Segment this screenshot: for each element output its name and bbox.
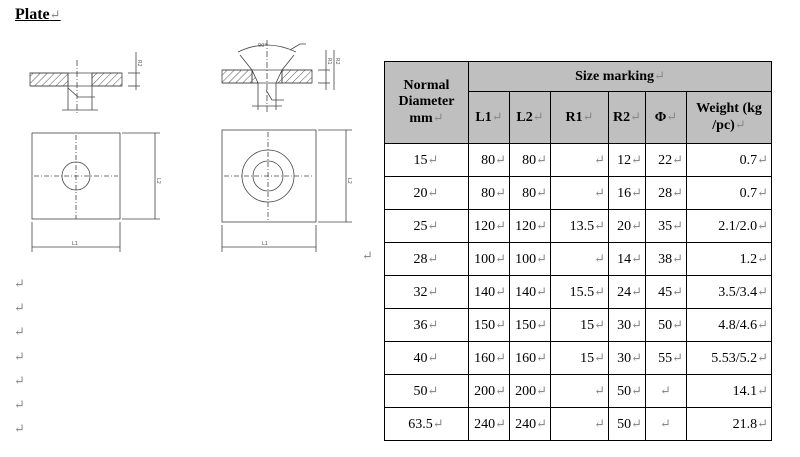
paragraph-mark: ↵ xyxy=(49,7,61,22)
cell-l2: 200↵ xyxy=(510,375,551,408)
cell-diameter: 15↵ xyxy=(385,144,469,177)
table-row xyxy=(385,375,772,408)
cell-r2: 50↵ xyxy=(609,375,646,408)
cell-r1: 15↵ xyxy=(551,309,609,342)
paragraph-mark: ↵ xyxy=(14,276,25,291)
cell-l1: 120↵ xyxy=(469,210,510,243)
cell-phi: ↵ xyxy=(646,408,687,441)
cell-r2: 16↵ xyxy=(609,177,646,210)
flat-plate-plan-view xyxy=(32,133,160,252)
cell-l1: 200↵ xyxy=(469,375,510,408)
cell-weight: 1.2↵ xyxy=(687,243,772,276)
cell-r1: ↵ xyxy=(551,375,609,408)
cell-r2: 30↵ xyxy=(609,342,646,375)
table-row xyxy=(385,276,772,309)
drawing-label-l2-right: L2 xyxy=(346,178,352,184)
cell-r1: ↵ xyxy=(551,144,609,177)
cell-r2: 50↵ xyxy=(609,408,646,441)
paragraph-mark: ↵ xyxy=(14,421,25,437)
cell-diameter: 36↵ xyxy=(385,309,469,342)
cell-phi: 22↵ xyxy=(646,144,687,177)
cell-l1: 100↵ xyxy=(469,243,510,276)
cell-r2: 12↵ xyxy=(609,144,646,177)
cell-r1: ↵ xyxy=(551,408,609,441)
cell-l1: 80↵ xyxy=(469,177,510,210)
empty-paragraph-marks xyxy=(14,272,30,441)
cell-l1: 160↵ xyxy=(469,342,510,375)
plate-technical-drawing xyxy=(0,0,380,270)
cell-weight: 14.1↵ xyxy=(687,375,772,408)
cell-l2: 240↵ xyxy=(510,408,551,441)
cell-diameter: 50↵ xyxy=(385,375,469,408)
cell-l1: 80↵ xyxy=(469,144,510,177)
table-row xyxy=(385,144,772,177)
table-row xyxy=(385,177,772,210)
cell-r2: 20↵ xyxy=(609,210,646,243)
cell-weight: 0.7↵ xyxy=(687,144,772,177)
cell-diameter: 25↵ xyxy=(385,210,469,243)
cell-phi: 50↵ xyxy=(646,309,687,342)
header-r2: R2↵ xyxy=(609,92,646,144)
drawing-label-angle: 90° xyxy=(258,43,267,49)
paragraph-mark: ↵ xyxy=(362,248,373,263)
drawing-label-r1-right: R1 xyxy=(326,58,332,65)
cell-r1: 13.5↵ xyxy=(551,210,609,243)
cell-l2: 160↵ xyxy=(510,342,551,375)
table-row xyxy=(385,243,772,276)
paragraph-mark: ↵ xyxy=(14,324,25,340)
title-text: Plate xyxy=(15,6,50,23)
paragraph-mark: ↵ xyxy=(14,348,25,364)
cell-l2: 80↵ xyxy=(510,177,551,210)
cell-phi: 28↵ xyxy=(646,177,687,210)
header-phi: Φ↵ xyxy=(646,92,687,144)
cell-weight: 21.8↵ xyxy=(687,408,772,441)
header-l1: L1↵ xyxy=(469,92,510,144)
drawing-label-r2-left: R2 xyxy=(136,60,142,67)
cell-weight: 3.5/3.4↵ xyxy=(687,276,772,309)
table-row xyxy=(385,342,772,375)
paragraph-mark: ↵ xyxy=(14,396,25,412)
countersunk-plate-plan-view xyxy=(222,130,352,252)
cell-phi: 38↵ xyxy=(646,243,687,276)
drawing-label-l1-right: L1 xyxy=(262,241,268,247)
cell-weight: 5.53/5.2↵ xyxy=(687,342,772,375)
cell-l2: 100↵ xyxy=(510,243,551,276)
header-r1: R1↵ xyxy=(551,92,609,144)
cell-phi: 35↵ xyxy=(646,210,687,243)
countersunk-plate-section-view xyxy=(222,40,334,112)
table-row xyxy=(385,309,772,342)
cell-r2: 30↵ xyxy=(609,309,646,342)
cell-r2: 14↵ xyxy=(609,243,646,276)
drawing-label-l2-left: L2 xyxy=(155,178,161,184)
paragraph-mark: ↵ xyxy=(14,372,25,388)
cell-weight: 0.7↵ xyxy=(687,177,772,210)
paragraph-mark: ↵ xyxy=(14,300,25,316)
header-weight: Weight (kg /pc)↵ xyxy=(687,92,772,144)
cell-r1: ↵ xyxy=(551,243,609,276)
cell-diameter: 63.5↵ xyxy=(385,408,469,441)
cell-l2: 150↵ xyxy=(510,309,551,342)
plate-size-table xyxy=(384,61,772,441)
cell-r1: ↵ xyxy=(551,177,609,210)
cell-l1: 240↵ xyxy=(469,408,510,441)
cell-l1: 150↵ xyxy=(469,309,510,342)
cell-weight: 4.8/4.6↵ xyxy=(687,309,772,342)
cell-diameter: 40↵ xyxy=(385,342,469,375)
cell-diameter: 28↵ xyxy=(385,243,469,276)
cell-r1: 15.5↵ xyxy=(551,276,609,309)
drawing-label-r2-right: R2 xyxy=(334,58,340,65)
header-l2: L2↵ xyxy=(510,92,551,144)
cell-l2: 120↵ xyxy=(510,210,551,243)
cell-weight: 2.1/2.0↵ xyxy=(687,210,772,243)
cell-diameter: 32↵ xyxy=(385,276,469,309)
cell-phi: 55↵ xyxy=(646,342,687,375)
cell-l2: 80↵ xyxy=(510,144,551,177)
cell-l2: 140↵ xyxy=(510,276,551,309)
header-normal-diameter: Normal Diameter mm↵ xyxy=(385,62,469,144)
flat-plate-section-view xyxy=(30,52,140,115)
header-size-marking: Size marking↵ xyxy=(469,62,772,92)
cell-l1: 140↵ xyxy=(469,276,510,309)
cell-phi: ↵ xyxy=(646,375,687,408)
cell-r2: 24↵ xyxy=(609,276,646,309)
cell-diameter: 20↵ xyxy=(385,177,469,210)
table-row xyxy=(385,210,772,243)
cell-r1: 15↵ xyxy=(551,342,609,375)
cell-phi: 45↵ xyxy=(646,276,687,309)
drawing-label-l1-left: L1 xyxy=(72,241,78,247)
table-row xyxy=(385,408,772,441)
